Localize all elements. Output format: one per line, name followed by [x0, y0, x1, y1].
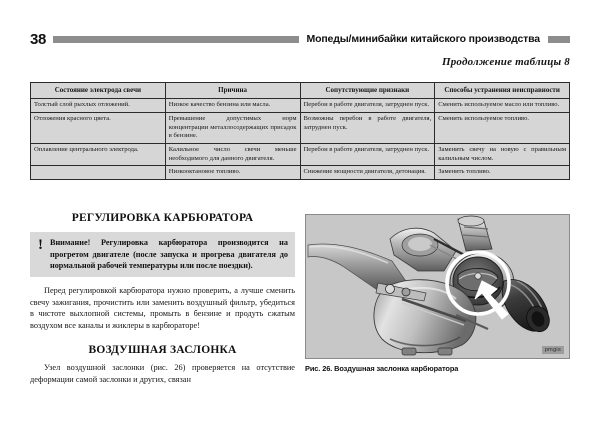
image-watermark: pmgis — [542, 346, 564, 354]
cell-cause: Калильное число свечи меньше необходимого для данного двигателя. — [165, 143, 300, 165]
cell-symptoms: Перебои в работе двигателя, затруднен пуск. — [300, 143, 435, 165]
cell-condition — [31, 166, 166, 180]
cell-symptoms: Снижение мощности двигателя, детонация. — [300, 166, 435, 180]
section-heading-choke: ВОЗДУШНАЯ ЗАСЛОНКА — [88, 344, 237, 357]
cell-remedy: Сменить используемое топливо. — [435, 112, 570, 143]
table-row — [31, 143, 570, 165]
table-header-cause: Причина — [165, 83, 300, 99]
carburetor-paragraph: Перед регулировкой карбюратора нужно проверить, а лучше сменить свечу зажигания, прочистить или заменить воздушный фильтр, убедиться в чистоте выхлопной системы, промыть в бензине и продуть сжатым воздухом все каналы и жиклеры в карбюраторе! — [30, 285, 295, 331]
figure-caption: Рис. 26. Воздушная заслонка карбюратора — [305, 364, 459, 373]
table-header-remedy: Способы устранения неисправности — [435, 83, 570, 99]
section-heading-carburetor: РЕГУЛИРОВКА КАРБЮРАТОРА — [71, 212, 254, 224]
warning-box — [30, 232, 295, 277]
figure-26 — [305, 214, 570, 373]
figure-image-frame — [305, 214, 570, 359]
header-rule-left — [53, 36, 299, 43]
spark-plug-table — [30, 82, 570, 180]
table-header-condition: Состояние электрода свечи — [31, 83, 166, 99]
cell-cause: Превышение допустимых норм концентрации металлосодержащих присадок в бензине. — [165, 112, 300, 143]
carburetor-photo — [306, 215, 569, 358]
spark-plug-table-wrapper — [30, 82, 570, 180]
table-head — [31, 83, 570, 99]
running-head — [30, 30, 570, 48]
table-row — [31, 166, 570, 180]
header-rule-right — [548, 36, 570, 43]
running-head-title: Мопеды/минибайки китайского производства — [306, 33, 540, 45]
left-text-column — [30, 212, 295, 396]
cell-cause: Низкое качество бензина или масла. — [165, 99, 300, 113]
page-number: 38 — [30, 30, 47, 48]
cell-remedy: Заменить свечу на новую с правильным калильным числом. — [435, 143, 570, 165]
warning-text: Внимание! Регулировка карбюратора производится на прогретом двигателе (после запуска и прогрева двигателя до нормальной рабочей температуры или после поездки). — [50, 238, 288, 271]
table-header-symptoms: Сопутствующие признаки — [300, 83, 435, 99]
cell-condition: Оплавление центрального электрода. — [31, 143, 166, 165]
table-row — [31, 99, 570, 113]
choke-paragraph: Узел воздушной заслонки (рис. 26) проверяется на отсутствие деформации самой заслонки и других, связан — [30, 363, 295, 384]
cell-remedy: Сменить используемое масло или топливо. — [435, 99, 570, 113]
table-body — [31, 99, 570, 180]
table-header-row — [31, 83, 570, 99]
exclamation-icon: ! — [38, 237, 43, 253]
cell-remedy: Заменить топливо. — [435, 166, 570, 180]
cell-condition: Отложения красного цвета. — [31, 112, 166, 143]
cell-symptoms: Возможны перебои в работе двигателя, затруднен пуск. — [300, 112, 435, 143]
cell-cause: Низкооктановое топливо. — [165, 166, 300, 180]
cell-symptoms: Перебои в работе двигателя, затруднен пуск. — [300, 99, 435, 113]
cell-condition: Толстый слой рыхлых отложений. — [31, 99, 166, 113]
table-row — [31, 112, 570, 143]
table-continuation-label: Продолжение таблицы 8 — [441, 56, 570, 68]
